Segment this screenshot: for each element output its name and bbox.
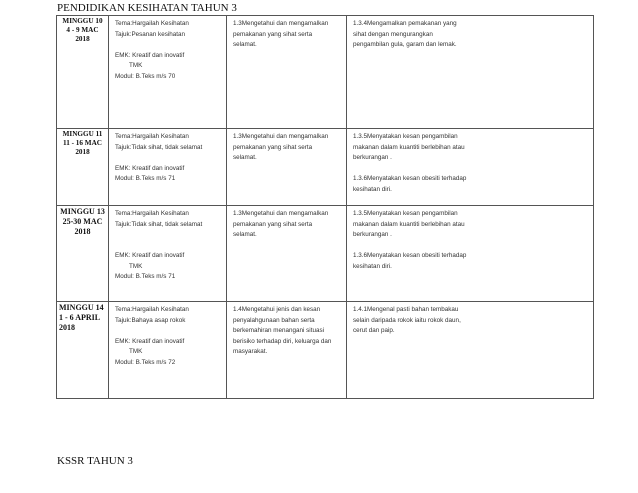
- learning-standard-cell: [347, 206, 594, 302]
- sk-line: 1.3Mengetahui dan mengamalkan: [233, 210, 329, 217]
- sk-line: 1.3Mengetahui dan mengamalkan: [233, 133, 329, 140]
- sp-line: berkurangan .: [353, 231, 392, 238]
- tajuk-text: Tajuk:Tidak sihat, tidak selamat: [115, 220, 203, 228]
- tema-text: Tema:Hargailah Kesihatan: [115, 306, 189, 313]
- tema-text: Tema:Hargailah Kesihatan: [115, 20, 189, 27]
- sk-line: pemakanan yang sihat serta: [233, 143, 313, 151]
- sp-line: 1.3.6Menyatakan kesan obesiti terhadap: [353, 175, 467, 182]
- week-label: MINGGU 13: [60, 207, 105, 216]
- week-label: MINGGU 10: [62, 17, 103, 25]
- topic-cell: [109, 16, 227, 129]
- sp-line: kesihatan diri.: [353, 185, 392, 193]
- week-dates: 25-30 MAC: [62, 217, 103, 226]
- tema-text: Tema:Hargailah Kesihatan: [115, 133, 189, 140]
- standard-content-cell: [227, 206, 347, 302]
- tema-text: Tema:Hargailah Kesihatan: [115, 210, 189, 217]
- sk-line: selamat.: [233, 231, 257, 238]
- sk-line: 1.3Mengetahui dan mengamalkan: [233, 20, 329, 27]
- emk-text: EMK: Kreatif dan inovatif: [115, 337, 185, 345]
- page-footer-title: KSSR TAHUN 3: [57, 455, 133, 467]
- sp-line: sihat dengan mengurangkan: [353, 30, 433, 38]
- week-dates: 4 - 9 MAC: [66, 26, 99, 34]
- modul-text: Modul: B.Teks m/s 72: [115, 358, 176, 366]
- week-label: MINGGU 11: [62, 130, 103, 138]
- week-year: 2018: [59, 323, 75, 332]
- week-cell: [57, 129, 109, 206]
- sp-line: 1.3.4Mengamalkan pemakanan yang: [353, 20, 457, 27]
- standard-content-cell: [227, 302, 347, 399]
- sp-line: makanan dalam kuantiti berlebihan atau: [353, 220, 465, 228]
- week-label: MINGGU 14: [59, 303, 104, 312]
- tmk-text: TMK: [129, 262, 143, 270]
- sk-line: masyarakat.: [233, 348, 268, 355]
- modul-text: Modul: B.Teks m/s 71: [115, 273, 176, 280]
- sp-line: 1.3.5Menyatakan kesan pengambilan: [353, 133, 458, 140]
- sp-line: cerut dan paip.: [353, 327, 395, 334]
- week-cell: [57, 302, 109, 399]
- standard-content-cell: [227, 129, 347, 206]
- sp-line: berkurangan .: [353, 154, 392, 161]
- learning-standard-cell: [347, 16, 594, 129]
- sk-line: berkemahiran menangani situasi: [233, 327, 325, 334]
- tmk-text: TMK: [129, 62, 143, 69]
- standard-content-cell: [227, 16, 347, 129]
- sp-line: pengambilan gula, garam dan lemak.: [353, 41, 457, 48]
- learning-standard-cell: [347, 302, 594, 399]
- sk-line: penyalahgunaan bahan serta: [233, 316, 315, 324]
- tajuk-text: Tajuk:Bahaya asap rokok: [115, 316, 186, 324]
- week-year: 2018: [75, 35, 90, 43]
- sk-line: pemakanan yang sihat serta: [233, 30, 313, 38]
- table-row: [57, 16, 594, 129]
- tajuk-text: Tajuk:Tidak sihat, tidak selamat: [115, 143, 203, 151]
- week-year: 2018: [75, 148, 90, 156]
- sp-line: selain daripada rokok iaitu rokok daun,: [353, 316, 461, 324]
- week-dates: 1 - 6 APRIL: [59, 313, 101, 322]
- week-cell: [57, 16, 109, 129]
- sp-line: 1.3.6Menyatakan kesan obesiti terhadap: [353, 252, 467, 259]
- topic-cell: [109, 302, 227, 399]
- sp-line: 1.3.5Menyatakan kesan pengambilan: [353, 210, 458, 217]
- sk-line: selamat.: [233, 41, 257, 48]
- sk-line: berisiko terhadap diri, keluarga dan: [233, 337, 332, 345]
- sp-line: kesihatan diri.: [353, 262, 392, 270]
- sk-line: selamat.: [233, 154, 257, 161]
- emk-text: EMK: Kreatif dan inovatif: [115, 164, 185, 172]
- table-row: [57, 302, 594, 399]
- sp-line: makanan dalam kuantiti berlebihan atau: [353, 143, 465, 151]
- topic-cell: [109, 129, 227, 206]
- tajuk-text: Tajuk:Pesanan kesihatan: [115, 30, 186, 38]
- modul-text: Modul: B.Teks m/s 70: [115, 72, 176, 80]
- emk-text: EMK: Kreatif dan inovatif: [115, 252, 185, 259]
- modul-text: Modul: B.Teks m/s 71: [115, 175, 176, 182]
- tmk-text: TMK: [129, 348, 143, 355]
- week-cell: [57, 206, 109, 302]
- table-row: [57, 129, 594, 206]
- sk-line: 1.4Mengetahui jenis dan kesan: [233, 306, 321, 313]
- page-header-title: PENDIDIKAN KESIHATAN TAHUN 3: [57, 2, 237, 14]
- lesson-plan-table: [56, 15, 594, 399]
- sk-line: pemakanan yang sihat serta: [233, 220, 313, 228]
- week-dates: 11 - 16 MAC: [63, 139, 102, 147]
- week-year: 2018: [74, 227, 91, 236]
- topic-cell: [109, 206, 227, 302]
- learning-standard-cell: [347, 129, 594, 206]
- sp-line: 1.4.1Mengenal pasti bahan tembakau: [353, 306, 459, 313]
- emk-text: EMK: Kreatif dan inovatif: [115, 51, 185, 59]
- table-row: [57, 206, 594, 302]
